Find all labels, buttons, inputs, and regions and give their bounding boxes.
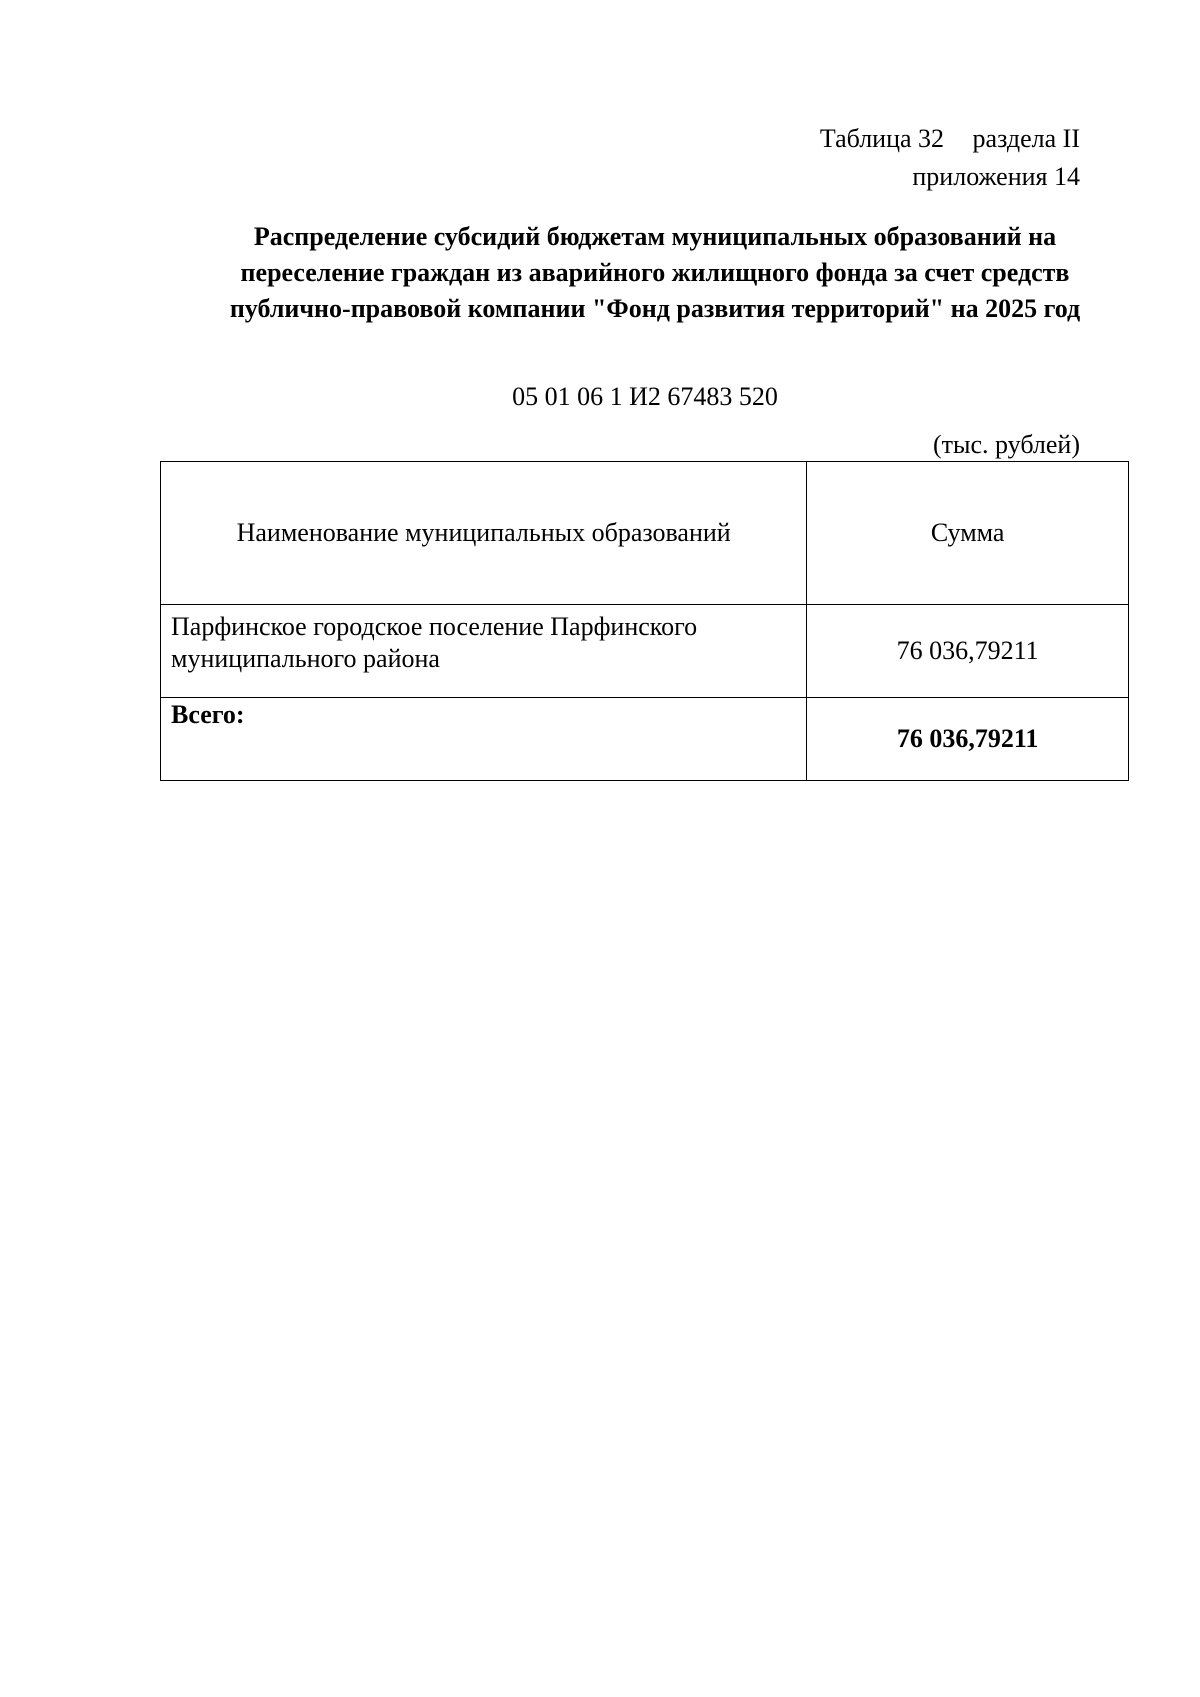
unit-label: (тыс. рублей) (932, 430, 1080, 459)
table-row (161, 605, 1129, 698)
municipality-sum-cell: 76 036,79211 (807, 605, 1129, 698)
subsidy-allocation-table (160, 461, 1129, 781)
title-line-3: публично-правовой компании "Фонд развития территорий" на 2025 год (229, 294, 1081, 323)
section-label: раздела II (972, 124, 1080, 153)
title-line-2: переселение граждан из аварийного жилищного фонда за счет средств (240, 258, 1070, 287)
document-title (175, 219, 1135, 327)
total-label-cell: Всего: (161, 698, 807, 781)
table-number: 32 (918, 124, 945, 153)
title-line-1: Распределение субсидий бюджетам муниципальных образований на (253, 222, 1057, 251)
table-reference (820, 120, 1080, 196)
table-header-row (161, 462, 1129, 605)
total-row (161, 698, 1129, 781)
municipality-name-cell (161, 605, 807, 698)
appendix-label: приложения 14 (912, 162, 1080, 191)
municipality-name-line-1: Парфинское городское поселение Парфинского (171, 612, 698, 641)
budget-classification-code: 05 01 06 1 И2 67483 520 (512, 382, 778, 411)
table-label: Таблица (819, 124, 912, 153)
column-header-sum: Сумма (807, 462, 1129, 605)
column-header-name: Наименование муниципальных образований (161, 462, 807, 605)
total-sum-cell: 76 036,79211 (807, 698, 1129, 781)
table-reference-line1 (820, 120, 1080, 158)
municipality-name-line-2: муниципального района (171, 644, 440, 673)
